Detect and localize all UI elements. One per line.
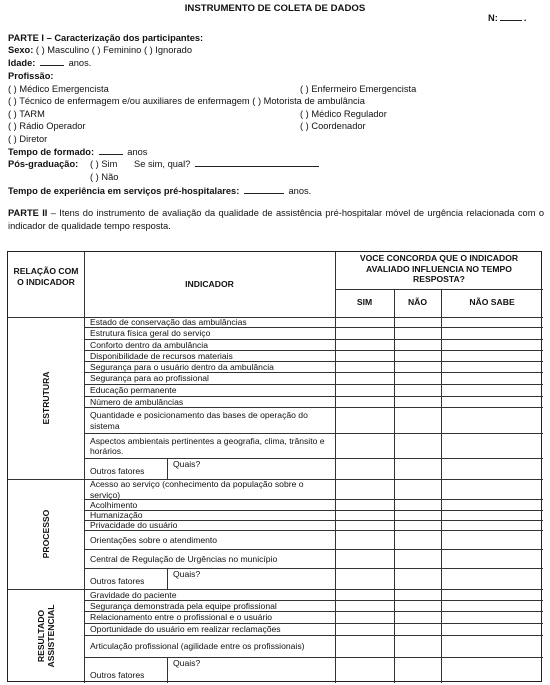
answer-cell-nao[interactable] (395, 480, 441, 499)
part2-paragraph (8, 207, 544, 232)
header-relacao: RELAÇÃO COM O INDICADOR (13, 266, 79, 287)
col-divider (167, 458, 168, 479)
answer-cell-nao[interactable] (395, 408, 441, 433)
table-row-indicator: Número de ambulâncias (90, 396, 184, 407)
table-row-indicator: Oportunidade do usuário em realizar reclamações (90, 624, 281, 635)
idade-input[interactable] (40, 64, 64, 66)
header-nao-sabe: NÃO SABE (469, 297, 515, 307)
quais-input[interactable] (207, 569, 333, 588)
answer-cell-nao[interactable] (395, 397, 441, 407)
answer-cell-nao[interactable] (395, 351, 441, 361)
answer-cell-nao-sabe[interactable] (442, 340, 543, 350)
quais-label: Quais? (173, 459, 201, 469)
answer-cell-nao-sabe[interactable] (442, 590, 543, 600)
answer-cell-sim[interactable] (336, 397, 394, 407)
table-row-indicator: Acesso ao serviço (conhecimento da população sobre o serviço) (90, 479, 304, 500)
answer-cell-nao-sabe[interactable] (442, 408, 543, 433)
answer-cell-nao-sabe[interactable] (442, 521, 543, 530)
idade-row (8, 58, 91, 68)
table-row-indicator: Segurança para ao profissional (90, 373, 209, 384)
answer-cell-nao[interactable] (395, 434, 441, 458)
col-divider (167, 657, 168, 683)
table-row-indicator: Estrutura física geral do serviço (90, 328, 211, 339)
table-row-indicator: Privacidade do usuário (90, 520, 178, 531)
pos-qual-input[interactable] (195, 165, 319, 167)
idade-label: Idade: (8, 58, 36, 68)
header-indicador: INDICADOR (185, 279, 234, 289)
pos-nao[interactable]: ( ) Não (90, 172, 119, 182)
answer-cell-nao-sabe[interactable] (442, 624, 543, 635)
answer-cell-nao[interactable] (395, 612, 441, 623)
sexo-option-feminino[interactable]: ( ) Feminino (91, 45, 142, 55)
table-row-indicator: Segurança para o usuário dentro da ambulância (90, 361, 274, 372)
prof-medico-emergencista[interactable]: ( ) Médico Emergencista (8, 84, 109, 94)
part1-heading: PARTE I – Caracterização dos participantes: (8, 33, 204, 43)
answer-cell-sim[interactable] (336, 373, 394, 384)
prof-coordenador[interactable]: ( ) Coordenador (300, 121, 366, 131)
table-row-indicator: Orientações sobre o atendimento (90, 534, 218, 545)
answer-cell-nao[interactable] (395, 636, 441, 657)
answer-cell-sim[interactable] (336, 521, 394, 530)
answer-cell-sim[interactable] (336, 434, 394, 458)
header-sim: SIM (356, 297, 373, 307)
answer-cell-nao[interactable] (395, 590, 441, 600)
page-title: INSTRUMENTO DE COLETA DE DADOS (184, 3, 366, 14)
answer-cell-sim[interactable] (336, 612, 394, 623)
table-row-indicator: Gravidade do paciente (90, 589, 177, 600)
group-label-3: RESULTADO ASSISTENCIAL (36, 604, 56, 668)
answer-cell-nao-sabe[interactable] (442, 362, 543, 372)
answer-cell-nao-sabe[interactable] (442, 351, 543, 361)
col-divider (84, 317, 85, 479)
answer-cell-sim[interactable] (336, 340, 394, 350)
experiencia-row (8, 186, 311, 196)
header-question: VOCE CONCORDA QUE O INDICADOR AVALIADO INFLUENCIA NO TEMPO RESPOSTA? (359, 253, 519, 284)
header-rule (335, 289, 543, 290)
answer-cell-nao-sabe[interactable] (442, 397, 543, 407)
answer-cell-nao[interactable] (395, 550, 441, 568)
quais-input[interactable] (207, 459, 333, 478)
answer-cell-nao[interactable] (395, 362, 441, 372)
answer-cell-sim[interactable] (336, 318, 394, 327)
quais-label: Quais? (173, 569, 201, 579)
col-divider (167, 568, 168, 589)
table-row-indicator: Aspectos ambientais pertinentes a geografia, clima, trânsito e horários. (90, 435, 325, 456)
answer-cell-sim[interactable] (336, 636, 394, 657)
pos-qual-row (134, 159, 321, 169)
prof-tecnico-label: ( ) Técnico de enfermagem e/ou auxiliares de enfermagem (8, 96, 250, 106)
table-row-indicator: Educação permanente (90, 385, 177, 396)
tempo-formado-row (8, 147, 147, 157)
group-label-1: ESTRUTURA (41, 371, 51, 425)
answer-cell-nao-sabe[interactable] (442, 385, 543, 396)
col-divider (84, 479, 85, 589)
tempo-unit: anos (127, 147, 148, 157)
part2-text: – Itens do instrumento de avaliação da qualidade de assistência pré-hospitalar móvel de urgência relacionada com o indicador de qualidade tempo resposta. (8, 208, 544, 231)
table-row-indicator: Relacionamento entre o profissional e o usuário (90, 612, 273, 623)
answer-cell-sim[interactable] (336, 531, 394, 549)
answer-cell-nao-sabe[interactable] (442, 434, 543, 458)
pos-qual-label: Se sim, qual? (134, 159, 191, 169)
sexo-label: Sexo: (8, 45, 34, 55)
answer-cell-nao-sabe[interactable] (442, 373, 543, 384)
answer-cell-nao-sabe[interactable] (442, 480, 543, 499)
group-label-2: PROCESSO (41, 509, 51, 559)
answer-cell-nao-sabe[interactable] (442, 318, 543, 327)
answer-cell-nao[interactable] (395, 328, 441, 339)
prof-motorista[interactable]: ( ) Motorista de ambulância (252, 96, 365, 106)
answer-cell-sim[interactable] (336, 601, 394, 611)
pos-sim[interactable]: ( ) Sim (90, 159, 118, 169)
answer-cell-nao[interactable] (395, 511, 441, 520)
answer-cell-sim[interactable] (336, 408, 394, 433)
indicator-table (7, 251, 542, 682)
answer-cell-sim[interactable] (336, 385, 394, 396)
answer-cell-nao[interactable] (395, 385, 441, 396)
answer-cell-nao-sabe[interactable] (442, 612, 543, 623)
table-row-indicator: Articulação profissional (agilidade entre os profissionais) (90, 641, 305, 652)
sexo-row (8, 45, 192, 55)
table-row-indicator: Conforto dentro da ambulância (90, 339, 209, 350)
tempo-input[interactable] (99, 153, 123, 155)
pos-label: Pós-graduação: (8, 159, 79, 169)
answer-cell-sim[interactable] (336, 511, 394, 520)
answer-cell-nao[interactable] (395, 318, 441, 327)
answer-cell-nao-sabe[interactable] (442, 328, 543, 339)
answer-cell-nao-sabe[interactable] (442, 601, 543, 611)
outros-fatores-label: Outros fatores (90, 466, 145, 476)
tempo-label: Tempo de formado: (8, 147, 95, 157)
answer-cell-nao-sabe[interactable] (442, 636, 543, 657)
exp-unit: anos. (288, 186, 312, 196)
number-label: N: (488, 13, 498, 23)
answer-cell-nao[interactable] (395, 531, 441, 549)
outros-fatores-label: Outros fatores (90, 576, 145, 586)
answer-cell-nao[interactable] (395, 521, 441, 530)
answer-cell-sim[interactable] (336, 590, 394, 600)
table-row-indicator: Quantidade e posicionamento das bases de operação do sistema (90, 410, 308, 431)
table-row-indicator: Segurança demonstrada pela equipe profissional (90, 600, 277, 611)
answer-cell-nao-sabe[interactable] (442, 550, 543, 568)
header-nao: NÃO (407, 297, 428, 307)
answer-cell-sim[interactable] (336, 500, 394, 510)
table-row-indicator: Central de Regulação de Urgências no município (90, 553, 278, 564)
table-row-indicator: Humanização (90, 510, 143, 521)
answer-cell-nao[interactable] (395, 624, 441, 635)
answer-cell-sim[interactable] (336, 351, 394, 361)
prof-tecnico-enfermagem[interactable] (8, 96, 365, 106)
answer-cell-nao[interactable] (395, 373, 441, 384)
table-row-indicator: Acolhimento (90, 499, 138, 510)
answer-cell-sim[interactable] (336, 362, 394, 372)
idade-unit: anos. (68, 58, 92, 68)
answer-cell-nao-sabe[interactable] (442, 511, 543, 520)
part2-heading: PARTE II (8, 208, 48, 218)
quais-input[interactable] (207, 658, 333, 682)
profissao-label: Profissão: (8, 71, 54, 81)
col-divider (84, 589, 85, 683)
number-field[interactable]: N: . (488, 13, 527, 23)
answer-cell-sim[interactable] (336, 550, 394, 568)
answer-cell-nao[interactable] (395, 500, 441, 510)
answer-cell-sim[interactable] (336, 480, 394, 499)
exp-label: Tempo de experiência em serviços pré-hospitalares: (8, 186, 240, 196)
sexo-option-ignorado[interactable]: ( ) Ignorado (143, 45, 192, 55)
answer-cell-nao[interactable] (395, 601, 441, 611)
table-row-indicator: Disponibilidade de recursos materiais (90, 350, 233, 361)
prof-enfermeiro-emergencista[interactable]: ( ) Enfermeiro Emergencista (300, 84, 417, 94)
quais-label: Quais? (173, 658, 201, 668)
answer-cell-sim[interactable] (336, 624, 394, 635)
answer-cell-nao[interactable] (395, 340, 441, 350)
table-row-indicator: Estado de conservação das ambulâncias (90, 317, 247, 328)
outros-fatores-label: Outros fatores (90, 670, 145, 680)
prof-diretor[interactable]: ( ) Diretor (8, 134, 48, 144)
sexo-option-masculino[interactable]: ( ) Masculino (35, 45, 90, 55)
prof-medico-regulador[interactable]: ( ) Médico Regulador (300, 109, 387, 119)
prof-radio-operador[interactable]: ( ) Rádio Operador (8, 121, 86, 131)
exp-input[interactable] (244, 192, 284, 194)
answer-cell-nao-sabe[interactable] (442, 500, 543, 510)
answer-cell-sim[interactable] (336, 328, 394, 339)
prof-tarm[interactable]: ( ) TARM (8, 109, 45, 119)
answer-cell-nao-sabe[interactable] (442, 531, 543, 549)
